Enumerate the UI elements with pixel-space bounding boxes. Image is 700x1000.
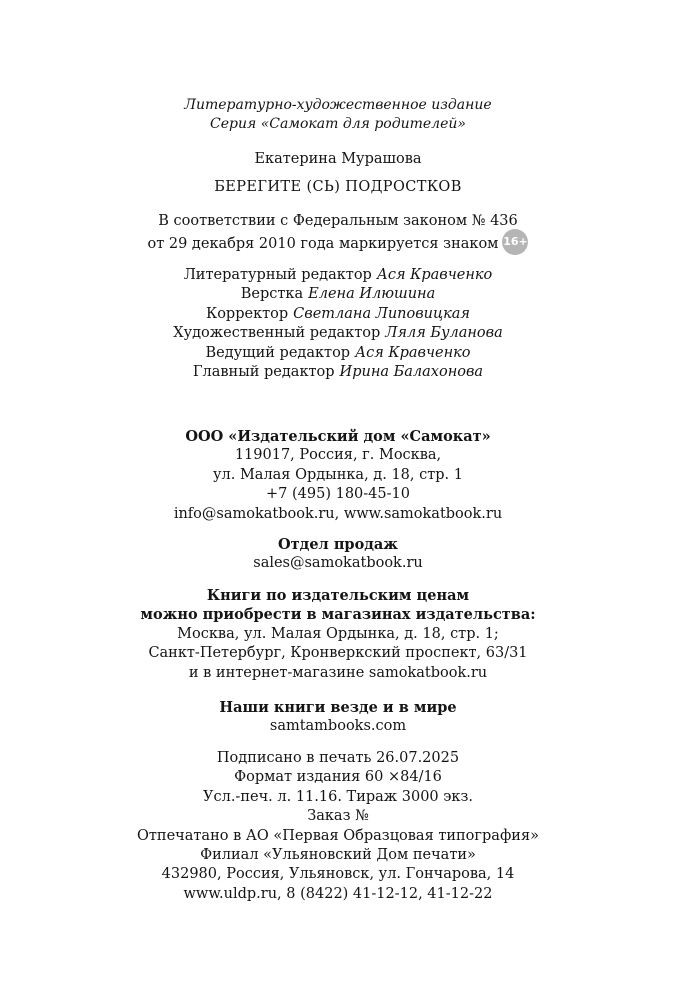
- credit-row: [0, 363, 676, 382]
- publisher-phone: +7 (495) 180-45-10: [266, 486, 410, 503]
- series-block: [0, 96, 676, 135]
- credit-name: Ася Кравченко: [376, 267, 493, 283]
- shops-heading-2: можно приобрести в магазинах издательства:: [140, 606, 536, 624]
- printer-branch: Филиал «Ульяновский Дом печати»: [200, 847, 476, 864]
- print-details-block: [0, 749, 676, 904]
- age-rating-law: В соответствии с Федеральным законом № 436: [158, 213, 518, 229]
- worldwide-heading: Наши книги везде и в мире: [219, 699, 457, 716]
- credit-name: Светлана Липовицкая: [293, 305, 471, 322]
- credit-name: Ирина Балахонова: [339, 364, 484, 381]
- credit-row: [0, 266, 676, 285]
- publisher-contacts: info@samokatbook.ru, www.samokatbook.ru: [173, 505, 503, 522]
- printer-name: Отпечатано в АО «Первая Образцовая типография»: [137, 827, 539, 844]
- sheets-run: Усл.-печ. л. 11.16. Тираж 3000 экз.: [203, 788, 473, 805]
- printer-address: 432980, Россия, Ульяновск, ул. Гончарова, 14: [161, 866, 515, 883]
- age-rating-marking-text: от 29 декабря 2010 года маркируется знаком: [147, 236, 499, 253]
- order-number: Заказ №: [307, 808, 369, 825]
- sales-block: [0, 535, 676, 574]
- age-rating-badge-icon: 16+: [502, 229, 528, 255]
- publisher-address-1: 119017, Россия, г. Москва,: [234, 447, 442, 464]
- credit-row: [0, 305, 676, 324]
- credit-role: Литературный редактор: [183, 267, 372, 283]
- shop-online: и в интернет-магазине samokatbook.ru: [188, 664, 488, 681]
- title-block: [0, 178, 676, 197]
- credit-name: Ляля Буланова: [385, 325, 503, 342]
- printer-contacts: www.uldp.ru, 8 (8422) 41-12-12, 41-12-22: [183, 885, 493, 902]
- shops-heading-1: Книги по издательским ценам: [206, 587, 470, 604]
- publisher-address-2: ул. Малая Ордынка, д. 18, стр. 1: [213, 466, 463, 483]
- worldwide-block: [0, 698, 676, 737]
- credit-role: Корректор: [205, 305, 289, 322]
- credit-row: [0, 344, 676, 363]
- credit-role: Ведущий редактор: [205, 344, 351, 361]
- shop-spb: Санкт-Петербург, Кронверкский проспект, 63/31: [148, 645, 528, 662]
- sales-email: sales@samokatbook.ru: [253, 555, 423, 572]
- credit-role: Верстка: [240, 286, 304, 303]
- edition-format: Формат издания 60 ×84/16: [234, 769, 442, 786]
- credit-name: Ася Кравченко: [355, 344, 471, 361]
- credit-name: Елена Илюшина: [308, 286, 436, 303]
- age-rating-marking: [0, 231, 676, 257]
- author-block: [0, 150, 676, 169]
- worldwide-site: samtambooks.com: [269, 718, 407, 735]
- publisher-name: ООО «Издательский дом «Самокат»: [185, 428, 491, 445]
- credits-block: [0, 266, 676, 382]
- age-rating-block: [0, 212, 676, 257]
- edition-type: Литературно-художественное издание: [184, 97, 492, 113]
- book-title: БЕРЕГИТЕ (СЬ) ПОДРОСТКОВ: [214, 179, 462, 195]
- shops-block: [0, 586, 676, 683]
- credit-role: Главный редактор: [192, 364, 335, 381]
- credit-role: Художественный редактор: [173, 325, 381, 342]
- publisher-block: [0, 427, 676, 524]
- credit-row: [0, 285, 676, 304]
- credit-row: [0, 324, 676, 343]
- sales-heading: Отдел продаж: [278, 536, 398, 553]
- shop-moscow: Москва, ул. Малая Ордынка, д. 18, стр. 1;: [177, 625, 499, 642]
- author-name: Екатерина Мурашова: [254, 151, 422, 167]
- series-name: Серия «Самокат для родителей»: [210, 116, 466, 133]
- signed-date: Подписано в печать 26.07.2025: [216, 750, 460, 766]
